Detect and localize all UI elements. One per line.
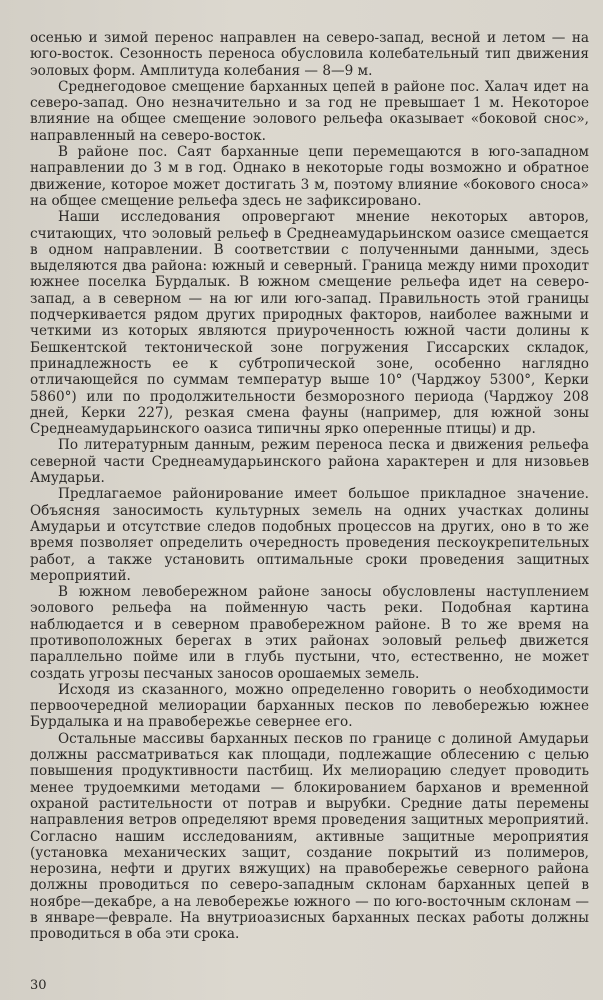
paragraph: Наши исследования опровергают мнение некоторых авторов, считающих, что эоловый рельеф в Среднеамударьинском оазисе смещается в одном направлении. В соответствии с полученными данными, здесь выделяются два района: южный и северный. Граница между ними проходит южнее поселка Бурдалык. В южном смещение рельефа идет на северо-запад, а в северном — на юг или юго-запад. Правильность этой границы подчеркивается рядом других природных факторов, наиболее важными и четкими из которых являются приуроченность южной части долины к Бешкентской тектонической зоне погружения Гиссарских складок, принадлежность ее к субтропической зоне, особенно наглядно отличающейся по суммам температур выше 10° (Чарджоу 5300°, Керки 5860°) или по продолжительности безморозного периода (Чарджоу 208 дней, Керки 227), резкая смена фауны (например, для южной зоны Среднеамударьинского оазиса типичны ярко оперенные птицы) и др. [30, 209, 589, 438]
paragraph: В районе пос. Саят барханные цепи перемещаются в юго-западном направлении до 3 м в год. Однако в некоторые годы возможно и обратное движение, которое может достигать 3 м, поэтому влияние «бокового сноса» на общее смещение рельефа здесь не зафиксировано. [30, 144, 589, 209]
paragraph: Исходя из сказанного, можно определенно говорить о необходимости первоочередной мелиорации барханных песков по левобережью южнее Бурдалыка и на правобережье севернее его. [30, 681, 589, 731]
paragraph: Среднегодовое смещение барханных цепей в районе пос. Халач идет на северо-запад. Оно незначительно и за год не превышает 1 м. Некоторое влияние на общее смещение эолового рельефа оказывает «боковой снос», направленный на северо-восток. [30, 78, 589, 144]
paragraph: Остальные массивы барханных песков по границе с долиной Амударьи должны рассматриваться как площади, подлежащие облесению с целью повышения продуктивности пастбищ. Их мелиорацию следует проводить менее трудоемкими методами — блокированием барханов и временной охраной растительности от потрав и вырубки. Средние даты перемены направления ветров определяют время проведения защитных мероприятий. Согласно нашим исследованиям, активные защитные мероприятия (установка механических защит, создание покрытий из полимеров, нерозина, нефти и других вяжущих) на правобережье северного района должны проводиться по северо-западным склонам барханных цепей в ноябре—декабре, а на левобережье южного — по юго-восточным склонам — в январе—феврале. На внутриоазисных барханных песках работы должны проводиться в оба эти срока. [30, 730, 589, 943]
page-number: 30 [30, 978, 47, 993]
paragraph: Предлагаемое районирование имеет большое прикладное значение. Объясняя заносимость культурных земель на одних участках долины Амударьи и отсутствие следов подобных процессов на других, оно в то же время позволяет определить очередность проведения пескоукрепительных работ, а также установить оптимальные сроки проведения защитных мероприятий. [30, 486, 589, 584]
paragraph: В южном левобережном районе заносы обусловлены наступлением эолового рельефа на пойменную часть реки. Подобная картина наблюдается и в северном правобережном районе. В то же время на противоположных берегах в этих районах эоловый рельеф движется параллельно пойме или в глубь пустыни, что, естественно, не может создать угрозы песчаных заносов орошаемых земель. [30, 584, 589, 682]
paragraph-continued: осенью и зимой перенос направлен на северо-запад, весной и летом — на юго-восток. Сезонность переноса обусловила колебательный тип движения эоловых форм. Амплитуда колебания — 8—9 м. [30, 30, 589, 79]
body-text [30, 30, 589, 943]
paragraph: По литературным данным, режим переноса песка и движения рельефа северной части Среднеамударьинского района характерен и для низовьев Амударьи. [30, 437, 589, 487]
